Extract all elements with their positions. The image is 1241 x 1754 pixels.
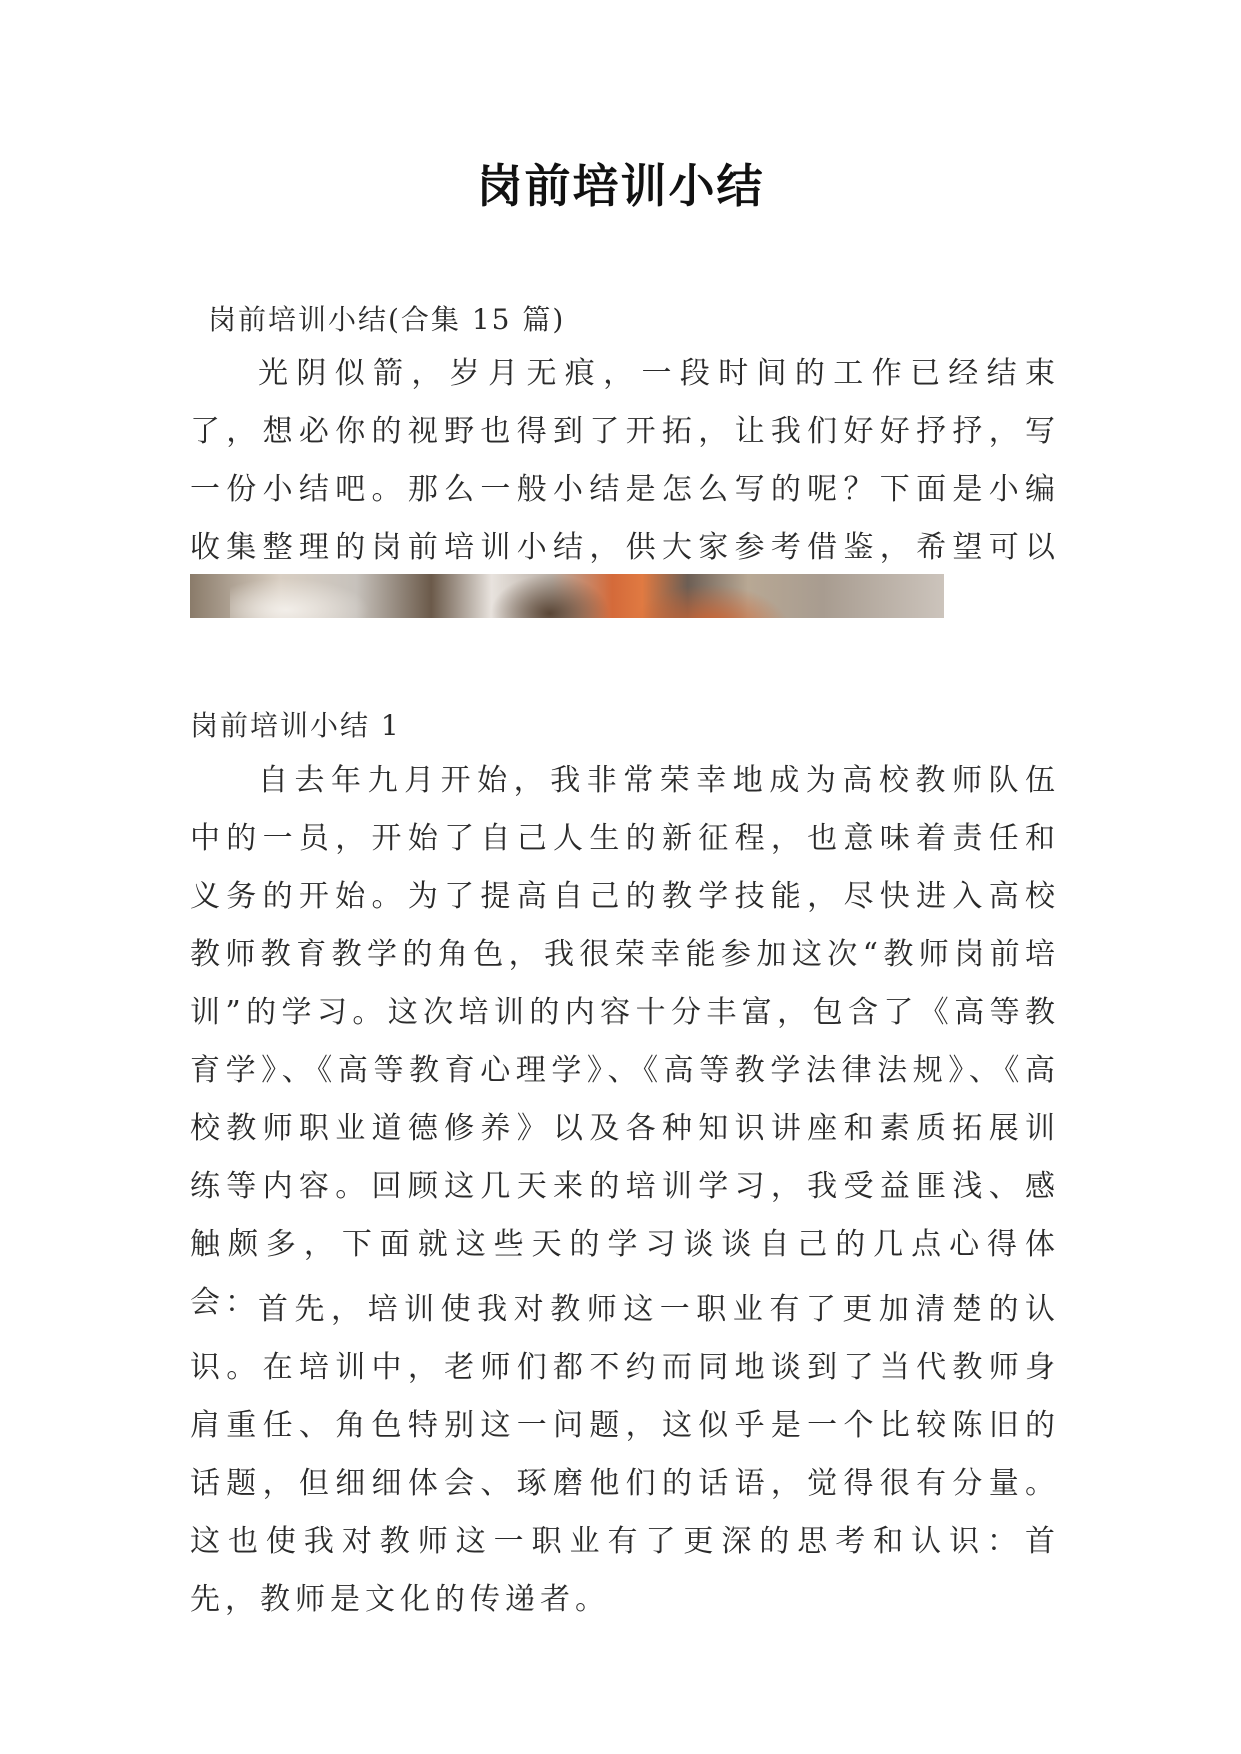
section-heading: 岗前培训小结 1 bbox=[190, 709, 401, 742]
body-paragraph: 首先，培训使我对教师这一职业有了更加清楚的认识。在培训中，老师们都不约而同地谈到了当代教师身肩重任、角色特别这一问题，这似乎是一个比较陈旧的话题，但细细体会、琢磨他们的话语，觉得很有分量。这也使我对教师这一职业有了更深的思考和认识：首先，教师是文化的传递者。 bbox=[190, 1292, 1060, 1617]
document-title: 岗前培训小结 bbox=[476, 159, 765, 213]
photo-image bbox=[190, 574, 944, 618]
document-subtitle: 岗前培训小结(合集 15 篇) bbox=[208, 303, 566, 336]
intro-paragraph: 光阴似箭，岁月无痕，一段时间的工作已经结束了，想必你的视野也得到了开拓，让我们好好抒抒，写一份小结吧。那么一般小结是怎么写的呢？下面是小编收集整理的岗前培训小结，供大家参考借鉴，希望可以 bbox=[190, 356, 1060, 565]
body-paragraph: 自去年九月开始，我非常荣幸地成为高校教师队伍中的一员，开始了自己人生的新征程，也意味着责任和义务的开始。为了提高自己的教学技能，尽快进入高校教师教育教学的角色，我很荣幸能参加这次“教师岗前培训”的学习。这次培训的内容十分丰富，包含了《高等教育学》、《高等教育心理学》、《高等教学法律法规》、《高校教师职业道德修养》以及各种知识讲座和素质拓展训练等内容。回顾这几天来的培训学习，我受益匪浅、感触颇多，下面就这些天的学习谈谈自己的几点心得体会： bbox=[190, 763, 1060, 1320]
